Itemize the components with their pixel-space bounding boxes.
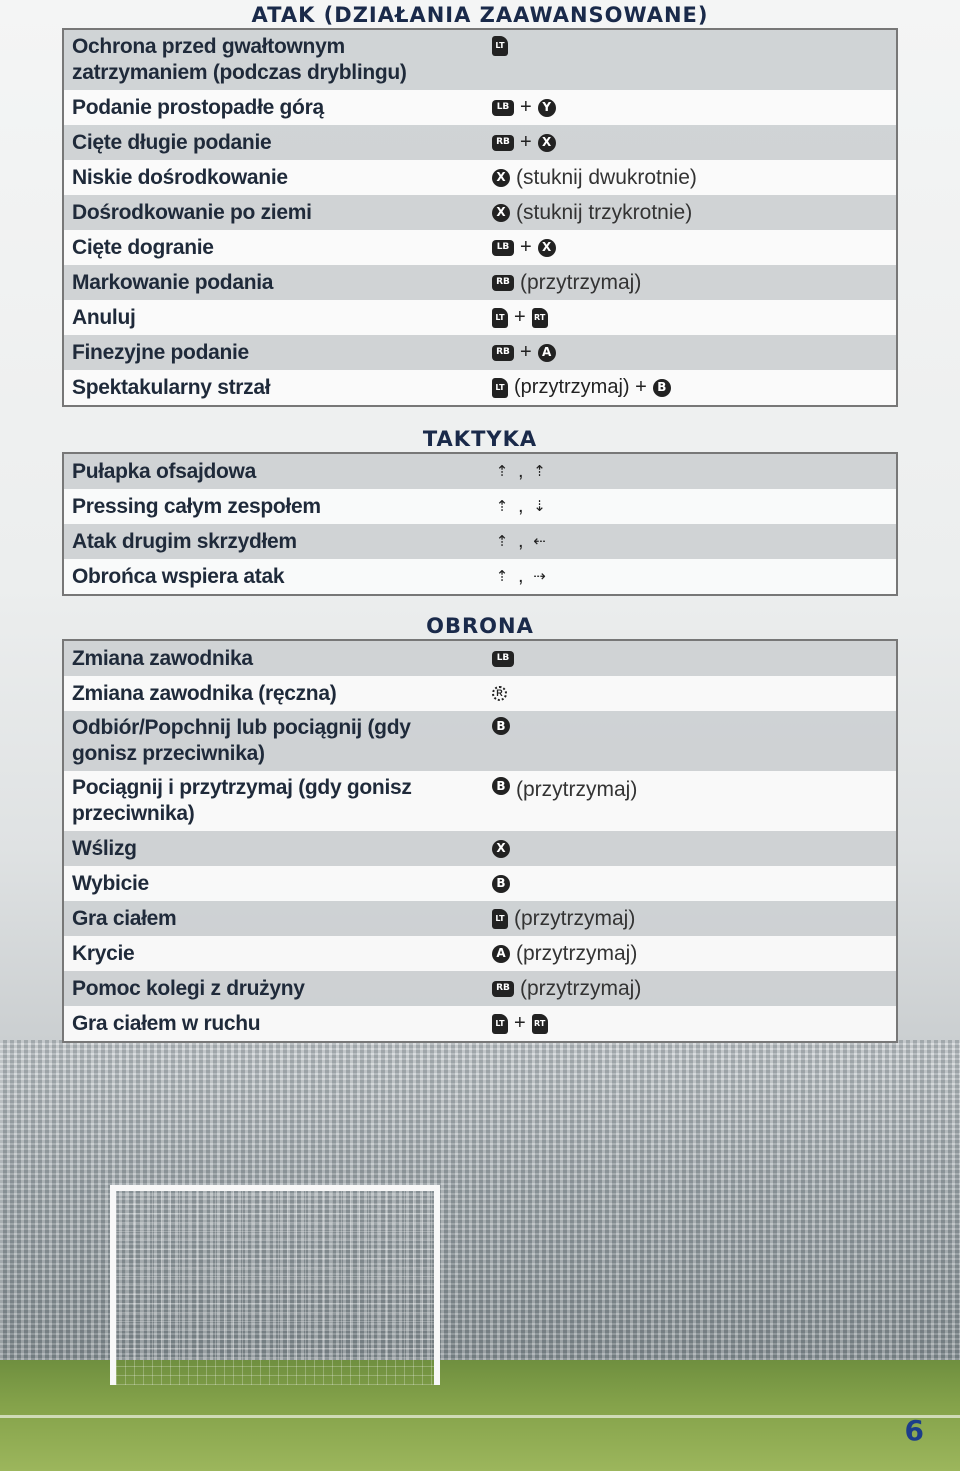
- action-label: Pułapka ofsajdowa: [63, 453, 484, 489]
- separator: +: [520, 131, 532, 153]
- separator: ,: [518, 565, 524, 587]
- action-label: Cięte dogranie: [63, 230, 484, 265]
- face-button-icon: B: [492, 717, 510, 735]
- action-label: Spektakularny strzał: [63, 370, 484, 406]
- separator: +: [514, 306, 526, 328]
- tactics-controls-table: [62, 452, 898, 596]
- control-cell: [484, 453, 897, 489]
- control-cell: [484, 559, 897, 595]
- control-row: [63, 640, 897, 676]
- goal-net-image: [110, 1185, 440, 1385]
- control-cell: [484, 771, 897, 831]
- control-cell: [484, 195, 897, 230]
- control-note: (przytrzymaj): [520, 977, 642, 1000]
- dpad-icon: ⇣: [533, 498, 546, 515]
- action-label: Anuluj: [63, 300, 484, 335]
- trigger-icon: RT: [532, 1014, 548, 1034]
- face-button-icon: B: [653, 379, 671, 397]
- control-row: [63, 524, 897, 559]
- separator: +: [520, 341, 532, 363]
- page-number: 6: [904, 1414, 924, 1447]
- control-cell: [484, 230, 897, 265]
- action-label: Krycie: [63, 936, 484, 971]
- trigger-icon: LT: [492, 378, 508, 398]
- control-cell: [484, 335, 897, 370]
- control-cell: [484, 866, 897, 901]
- action-label: Finezyjne podanie: [63, 335, 484, 370]
- control-cell: [484, 901, 897, 936]
- separator: ,: [518, 460, 524, 482]
- right-stick-icon: R: [492, 686, 507, 701]
- action-label: Markowanie podania: [63, 265, 484, 300]
- control-row: [63, 901, 897, 936]
- bumper-icon: RB: [492, 135, 514, 151]
- face-button-icon: X: [492, 169, 510, 187]
- action-label: Ochrona przed gwałtownym zatrzymaniem (podczas dryblingu): [63, 29, 484, 90]
- control-row: [63, 971, 897, 1006]
- control-cell: [484, 90, 897, 125]
- control-row: [63, 711, 897, 771]
- control-row: [63, 29, 897, 90]
- control-cell: [484, 370, 897, 406]
- separator: (przytrzymaj) +: [514, 376, 647, 398]
- control-row: [63, 771, 897, 831]
- action-label: Wślizg: [63, 831, 484, 866]
- trigger-icon: LT: [492, 909, 508, 929]
- control-cell: [484, 1006, 897, 1042]
- control-cell: [484, 936, 897, 971]
- bumper-icon: RB: [492, 345, 514, 361]
- dpad-icon: ⇡: [495, 568, 509, 585]
- control-row: [63, 265, 897, 300]
- face-button-icon: A: [492, 945, 510, 963]
- dpad-icon: ⇡: [533, 463, 546, 480]
- face-button-icon: X: [538, 239, 556, 257]
- control-row: [63, 453, 897, 489]
- action-label: Zmiana zawodnika (ręczna): [63, 676, 484, 711]
- trigger-icon: LT: [492, 308, 508, 328]
- section-title-defense: OBRONA: [426, 614, 534, 638]
- control-note: (przytrzymaj): [520, 271, 642, 294]
- pitch-line: [0, 1415, 960, 1418]
- control-cell: [484, 160, 897, 195]
- control-row: [63, 866, 897, 901]
- control-cell: [484, 489, 897, 524]
- trigger-icon: LT: [492, 36, 508, 56]
- control-row: [63, 230, 897, 265]
- control-note: (przytrzymaj): [514, 907, 636, 930]
- action-label: Pomoc kolegi z drużyny: [63, 971, 484, 1006]
- bumper-icon: LB: [492, 240, 514, 256]
- control-row: [63, 489, 897, 524]
- control-cell: [484, 831, 897, 866]
- separator: +: [520, 96, 532, 118]
- separator: ,: [518, 530, 524, 552]
- bumper-icon: RB: [492, 981, 514, 997]
- face-button-icon: X: [538, 134, 556, 152]
- action-label: Wybicie: [63, 866, 484, 901]
- bumper-icon: LB: [492, 651, 514, 667]
- control-row: [63, 90, 897, 125]
- control-row: [63, 195, 897, 230]
- action-label: Odbiór/Popchnij lub pociągnij (gdy gonisz przeciwnika): [63, 711, 484, 771]
- action-label: Pressing całym zespołem: [63, 489, 484, 524]
- trigger-icon: RT: [532, 308, 548, 328]
- control-row: [63, 125, 897, 160]
- separator: +: [520, 236, 532, 258]
- control-row: [63, 370, 897, 406]
- face-button-icon: Y: [538, 99, 556, 117]
- separator: ,: [518, 495, 524, 517]
- face-button-icon: B: [492, 777, 510, 795]
- action-label: Cięte długie podanie: [63, 125, 484, 160]
- action-label: Zmiana zawodnika: [63, 640, 484, 676]
- action-label: Obrońca wspiera atak: [63, 559, 484, 595]
- trigger-icon: LT: [492, 1014, 508, 1034]
- control-row: [63, 936, 897, 971]
- control-row: [63, 160, 897, 195]
- control-cell: [484, 300, 897, 335]
- section-title-attack: ATAK (DZIAŁANIA ZAAWANSOWANE): [251, 3, 709, 27]
- face-button-icon: X: [492, 204, 510, 222]
- action-label: Podanie prostopadłe górą: [63, 90, 484, 125]
- control-note: (przytrzymaj): [516, 778, 638, 801]
- action-label: Gra ciałem: [63, 901, 484, 936]
- bumper-icon: LB: [492, 100, 514, 116]
- control-cell: [484, 125, 897, 160]
- action-label: Gra ciałem w ruchu: [63, 1006, 484, 1042]
- control-row: [63, 559, 897, 595]
- face-button-icon: A: [538, 344, 556, 362]
- dpad-icon: ⇡: [495, 463, 509, 480]
- control-row: [63, 1006, 897, 1042]
- dpad-icon: ⇡: [495, 498, 509, 515]
- control-row: [63, 676, 897, 711]
- defense-controls-table: [62, 639, 898, 1043]
- face-button-icon: B: [492, 875, 510, 893]
- control-note: (przytrzymaj): [516, 942, 638, 965]
- action-label: Dośrodkowanie po ziemi: [63, 195, 484, 230]
- control-note: (stuknij trzykrotnie): [516, 201, 693, 224]
- control-cell: [484, 265, 897, 300]
- control-cell: [484, 640, 897, 676]
- control-row: [63, 335, 897, 370]
- control-cell: [484, 971, 897, 1006]
- control-cell: [484, 711, 897, 771]
- bumper-icon: RB: [492, 275, 514, 291]
- control-cell: [484, 29, 897, 90]
- control-note: (stuknij dwukrotnie): [516, 166, 697, 189]
- action-label: Pociągnij i przytrzymaj (gdy gonisz przeciwnika): [63, 771, 484, 831]
- control-row: [63, 831, 897, 866]
- dpad-icon: ⇠: [533, 533, 546, 550]
- attack-controls-table: [62, 28, 898, 407]
- control-row: [63, 300, 897, 335]
- dpad-icon: ⇢: [533, 568, 546, 585]
- dpad-icon: ⇡: [495, 533, 509, 550]
- control-cell: [484, 524, 897, 559]
- control-cell: [484, 676, 897, 711]
- section-title-tactics: TAKTYKA: [422, 427, 538, 451]
- action-label: Niskie dośrodkowanie: [63, 160, 484, 195]
- face-button-icon: X: [492, 840, 510, 858]
- action-label: Atak drugim skrzydłem: [63, 524, 484, 559]
- separator: +: [514, 1012, 526, 1034]
